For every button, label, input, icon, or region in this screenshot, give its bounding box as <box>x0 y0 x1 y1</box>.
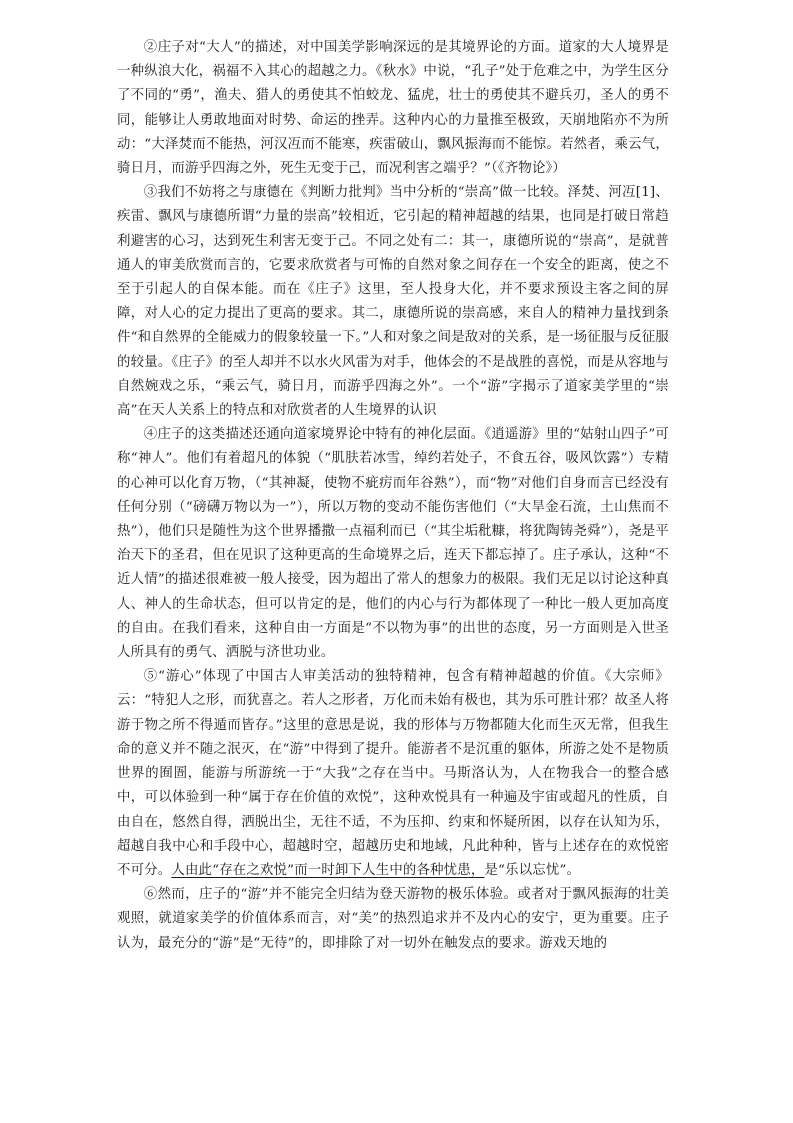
paragraph-5-tail: 是“乐以忘忧”。 <box>484 862 581 878</box>
paragraph-3: ③我们不妨将之与康德在《判断力批判》当中分析的“崇高”做一比较。泽焚、河冱[1]、疾雷、飘风与康德所谓“力量的崇高”较相近，它引起的精神超越的结果，也同是打破日常趋利避害的心习，达到死生利害无变于己。不同之处有二：其一，康德所说的“崇高”，是就普通人的审美欣赏而言的，它要求欣赏者与可怖的自然对象之间存在一个安全的距离，使之不至于引起人的自保本能。而在《庄子》这里，至人投身大化，并不要求预设主客之间的屏障，对人心的定力提出了更高的要求。其二，康德所说的崇高感，来自人的精神力量找到条件“和自然界的全能威力的假象较量一下。”人和对象之间是敌对的关系，是一场征服与反征服的较量。《庄子》的至人却并不以水火风雷为对手，他体会的不是战胜的喜悦，而是从容地与自然婉戏之乐，“乘云气，骑日月，而游乎四海之外”。一个“游”字揭示了道家美学里的“崇高”在天人关系上的特点和对欣赏者的人生境界的认识 <box>117 185 669 419</box>
paragraph-4: ④庄子的这类描述还通向道家境界论中特有的神化层面。《逍遥游》里的“姑射山四子”可称“神人”。他们有着超凡的体貌（“肌肤若冰雪，绰约若处子，不食五谷，吸风饮露”）专精的心神可以化育万物，（“其神凝，使物不疵疠而年谷熟”），而“物”对他们自身而言已经没有任何分别（“磅礴万物以为一”），所以万物的变动不能伤害他们（“大旱金石流，土山焦而不热”），他们只是随性为这个世界播撒一点福利而已（“其尘垢秕糠，将犹陶铸尧舜”），尧是平治天下的圣君，但在见识了这种更高的生命境界之后，连天下都忘掉了。庄子承认，这种“不近人情”的描述很难被一般人接受，因为超出了常人的想象力的极限。我们无足以讨论这种真人、神人的生命状态，但可以肯定的是，他们的内心与行为都体现了一种比一般人更加高度的自由。在我们看来，这种自由一方面是“不以物为事”的出世的态度，另一方面则是入世圣人所具有的勇气、洒脱与济世功业。 <box>117 427 669 661</box>
document-body <box>117 36 669 956</box>
paragraph-2: ②庄子对“大人”的描述，对中国美学影响深远的是其境界论的方面。道家的大人境界是一种纵浪大化，祸福不入其心的超越之力。《秋水》中说，“孔子”处于危难之中，为学生区分了不同的“勇”，渔夫、猎人的勇使其不怕蛟龙、猛虎，壮士的勇使其不避兵刃，圣人的勇不同，能够让人勇敢地面对时势、命运的挫弄。这种内心的力量推至极致，天崩地陷亦不为所动：“大泽焚而不能热，河汉冱而不能寒，疾雷破山，飘风振海而不能惊。若然者，乘云气，骑日月，而游乎四海之外，死生无变于己，而况利害之端乎？”（《齐物论》） <box>117 40 669 177</box>
underlined-sentence: 人由此“存在之欢悦”而一时卸下人生中的各种忧患， <box>171 862 485 878</box>
paragraph-5 <box>117 665 669 883</box>
paragraph-6: ⑥然而，庄子的“游”并不能完全归结为登天游物的极乐体验。或者对于飘风振海的壮美观照，就道家美学的价值体系而言，对“美”的热烈追求并不及内心的安宁，更为重要。庄子认为，最充分的“游”是“无待”的，即排除了对一切外在触发点的要求。游戏天地的 <box>117 887 669 951</box>
paragraph-5-text: ⑤“游心”体现了中国古人审美活动的独特精神，包含有精神超越的价值。《大宗师》云：“特犯人之形，而犹喜之。若人之形者，万化而未始有极也，其为乐可胜计邪？故圣人将游于物之所不得遁而皆存。”这里的意思是说，我的形体与万物都随大化而生灭无常，但我生命的意义并不随之泯灭，在“游”中得到了提升。能游者不是沉重的躯体，所游之处不是物质世界的囿圄，能游与所游统一于“大我”之存在当中。马斯洛认为，人在物我合一的整合感中，可以体验到一种“属于存在价值的欢悦”，这种欢悦具有一种遍及宇宙或超凡的性质，自由自在，悠然自得，洒脱出尘，无往不适，不为压抑、约束和怀疑所困，以存在认知为乐，超越自我中心和手段中心，超越时空，超越历史和地域，凡此种种，皆与上述存在的欢悦密不可分。 <box>117 669 669 878</box>
